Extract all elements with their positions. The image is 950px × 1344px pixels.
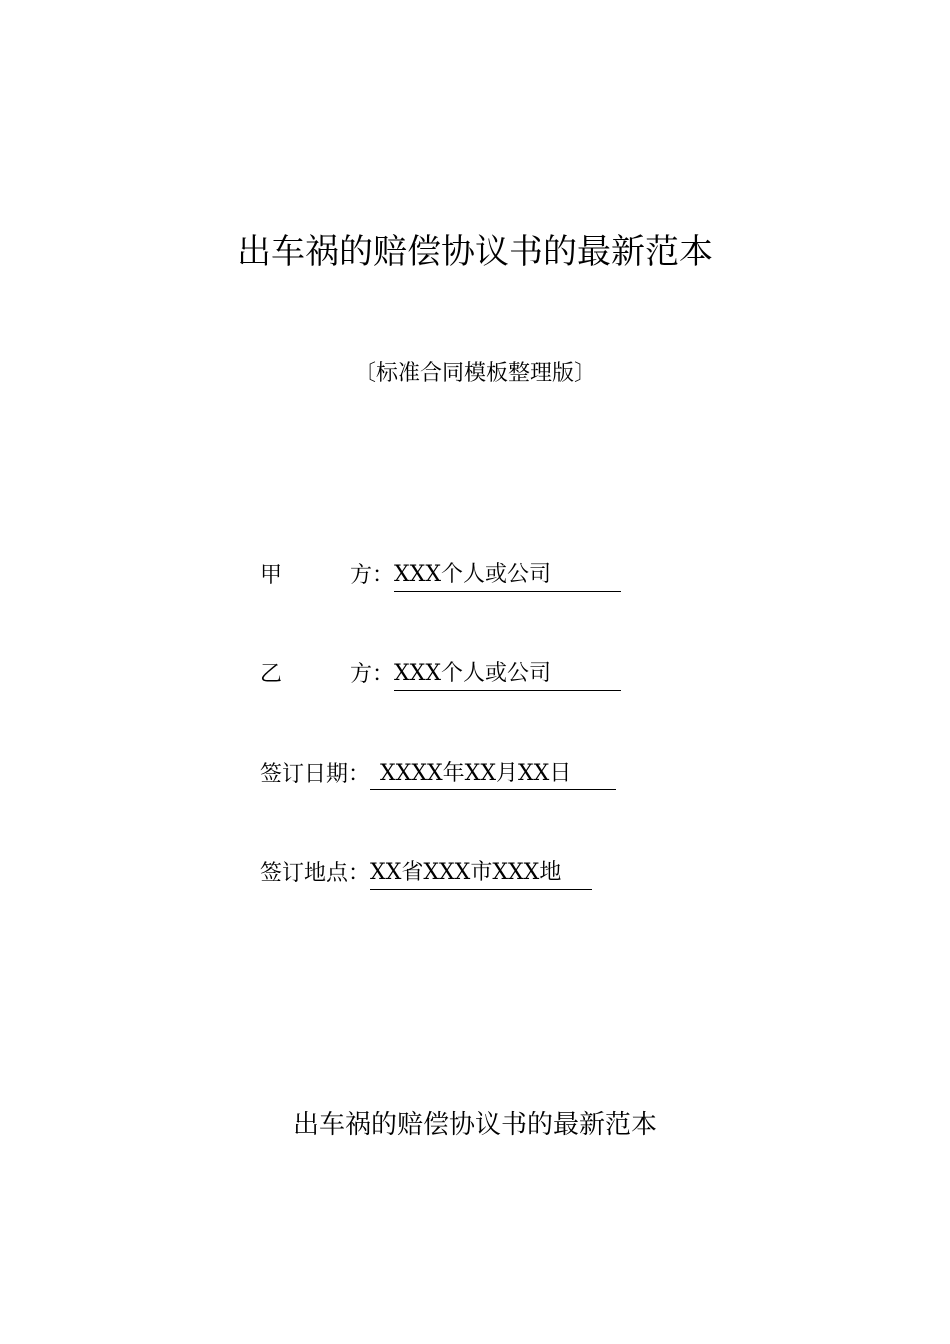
sign-date-field (260, 757, 616, 793)
party-b-label: 乙 方 (260, 662, 372, 687)
party-a-label: 甲 方 (260, 563, 372, 588)
sign-place-field (260, 856, 592, 892)
party-b-field (260, 657, 621, 693)
document-subtitle: 〔标准合同模板整理版〕 (353, 361, 596, 386)
sign-place-label: 签订地点 (260, 861, 349, 886)
sign-date-value[interactable]: XXXX年XX月XX日 (370, 757, 616, 790)
party-a-field (260, 558, 621, 594)
sign-date-label: 签订日期 (260, 762, 349, 787)
sign-place-colon: ： (348, 861, 371, 886)
sign-date-colon: ： (348, 762, 371, 787)
footer-title: 出车祸的赔偿协议书的最新范本 (292, 1110, 657, 1140)
sign-place-value[interactable]: XX省XXX市XXX地 (370, 856, 592, 890)
party-b-colon: ： (372, 662, 395, 687)
party-a-value[interactable]: XXX个人或公司 (394, 558, 621, 592)
party-b-value[interactable]: XXX个人或公司 (394, 657, 621, 691)
party-a-colon: ： (372, 563, 395, 588)
document-title: 出车祸的赔偿协议书的最新范本 (237, 232, 713, 272)
